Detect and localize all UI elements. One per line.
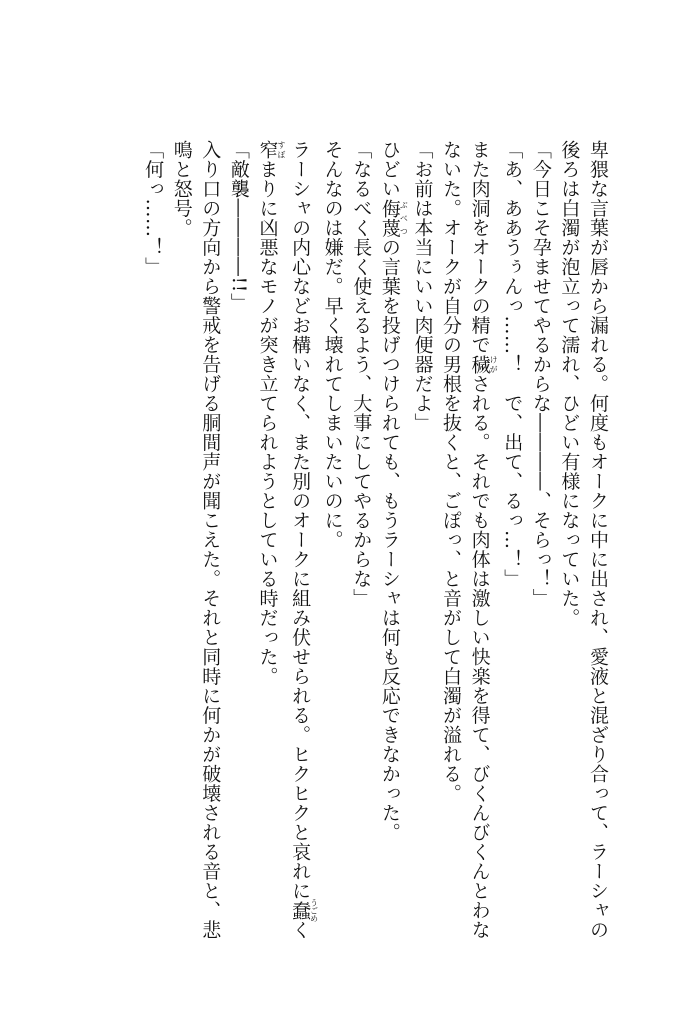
text-line-10: そんなのは嫌だ。早く壊れてしまいたいのに。 [321, 140, 344, 550]
text-line-2: 後ろは白濁が泡立って濡れ、ひどい有様になっていた。 [558, 140, 581, 628]
text-line-11 [285, 140, 319, 940]
ruby-subo-reading: すぼ [276, 140, 286, 160]
text-line-8 [375, 140, 408, 890]
ruby-ugome-base: 蠢 [289, 898, 312, 923]
text-line-1: 卑猥な言葉が唇から漏れる。何度もオークに中に出され、愛液と混ざり合って、ラーシャの [587, 140, 609, 940]
ruby-kega [468, 354, 499, 375]
ruby-bubetsu-base: 侮蔑 [378, 198, 401, 238]
ruby-bubetsu [378, 198, 409, 238]
text-line-8-after: の言葉を投げつけられても、もうラーシャは何も反応できなかった。 [378, 237, 401, 842]
ruby-ugome-reading: うごめ [309, 898, 319, 923]
text-line-13: 「敵襲――――!!」 [227, 140, 250, 313]
text-line-12 [253, 140, 286, 890]
text-line-3: 「今日こそ孕ませてやるからな――――、そらっ！」 [529, 140, 552, 608]
text-line-7: 「お前は本当にいい肉便器だよ」 [411, 140, 434, 433]
text-line-11-after: く [289, 920, 312, 940]
ruby-subo-base: 窄 [256, 140, 279, 160]
text-line-9: 「なるべく長く使えるよう、大事にしてやるからな」 [350, 140, 373, 608]
text-line-4: 「あ、ああうぅんっ……！ で、出て、るっ…！」 [501, 140, 524, 589]
text-line-5 [465, 140, 499, 940]
text-line-11-before: ラーシャの内心などお構いなく、また別のオークに組み伏せられる。ヒクヒクと哀れに [289, 140, 312, 901]
text-line-14: 入り口の方向から警戒を告げる胴間声が聞こえた。それと同時に何かが破壊される音と、悲 [199, 140, 222, 940]
text-line-8-before: ひどい [378, 140, 401, 199]
ruby-ugome [289, 898, 319, 923]
text-line-6: ないた。オークが自分の男根を抜くと、ごぽっ、と音がして白濁が溢れる。 [440, 140, 463, 803]
ruby-kega-base: 穢 [468, 354, 491, 374]
text-line-16: 「何っ……！」 [142, 140, 165, 277]
ruby-bubetsu-reading: ぶべつ [399, 198, 409, 238]
vertical-text-block [92, 140, 612, 940]
ruby-kega-reading: けが [489, 354, 499, 374]
text-line-5-before: また肉洞をオークの精で [468, 140, 491, 355]
text-line-5-after: される。それでも肉体は激しい快楽を得て、びくんびくんとわな [468, 374, 491, 940]
ruby-subo [256, 140, 286, 160]
text-line-15: 鳴と怒号。 [170, 140, 193, 238]
text-line-12-after: まりに凶悪なモノが突き立てられようとしている時だった。 [256, 159, 279, 686]
